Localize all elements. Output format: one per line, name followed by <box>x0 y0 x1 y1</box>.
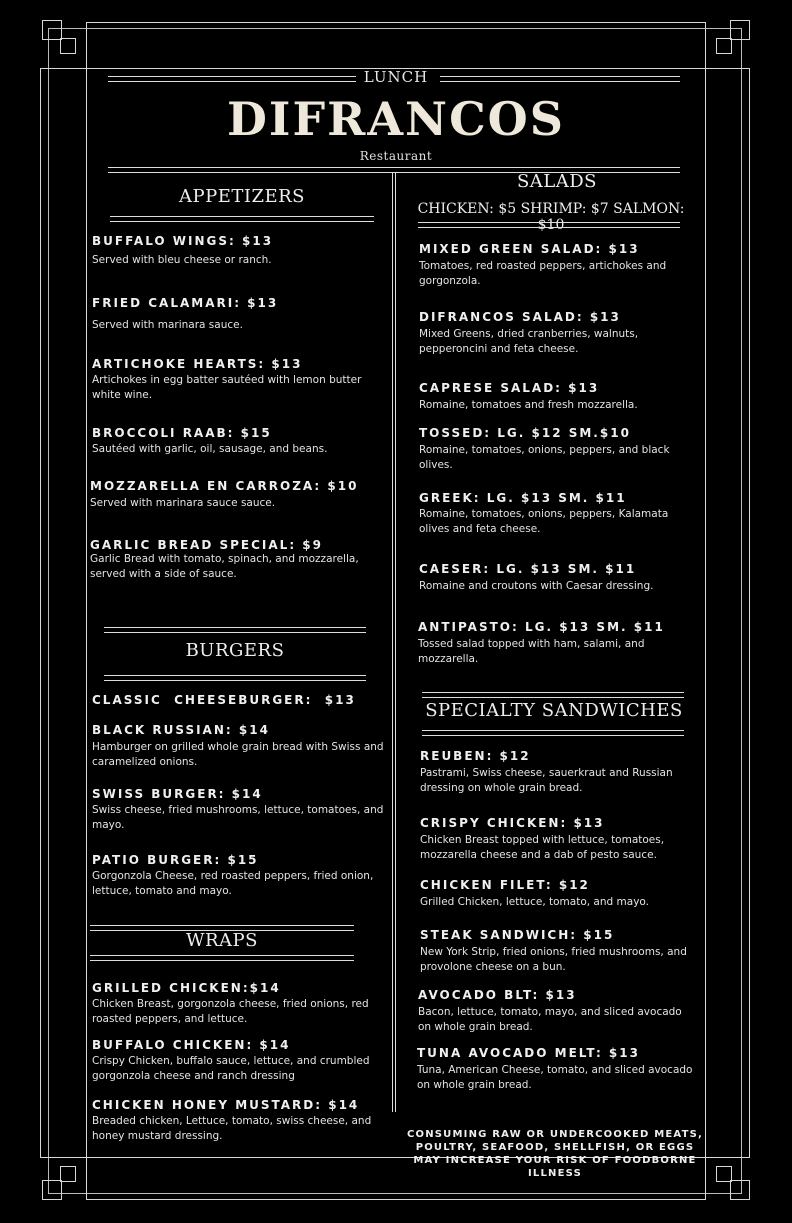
menu-item-description: Pastrami, Swiss cheese, sauerkraut and Russian dressing on whole grain bread. <box>420 767 673 794</box>
menu-item-description: Romaine, tomatoes and fresh mozzarella. <box>419 399 638 411</box>
menu-item-description: Romaine, tomatoes, onions, peppers, and black olives. <box>419 444 670 471</box>
menu-item-description: Tuna, American Cheese, tomato, and sliced avocado on whole grain bread. <box>417 1064 693 1091</box>
corner-ornament-bottom-left <box>42 1166 76 1200</box>
menu-item <box>420 928 700 975</box>
menu-item <box>90 479 385 511</box>
menu-item-name: MIXED GREEN SALAD: $13 <box>419 242 640 256</box>
menu-item-name: PATIO BURGER: $15 <box>92 853 259 867</box>
menu-item <box>418 620 698 667</box>
menu-item-description: Crispy Chicken, buffalo sauce, lettuce, and crumbled gorgonzola cheese and ranch dressing <box>92 1055 370 1082</box>
sandwiches-divider-top <box>422 692 684 698</box>
section-heading-sandwiches: SPECIALTY SANDWICHES <box>425 700 683 721</box>
section-heading-appetizers: APPETIZERS <box>178 186 305 207</box>
menu-item-description: Tossed salad topped with ham, salami, and mozzarella. <box>418 638 645 665</box>
section-heading-salads: SALADS <box>516 171 598 192</box>
section-heading-wraps: WRAPS <box>186 930 258 951</box>
restaurant-name: DIFRANCOS <box>227 92 565 146</box>
menu-item <box>420 878 700 910</box>
menu-item-description: Gorgonzola Cheese, red roasted peppers, fried onion, lettuce, tomato and mayo. <box>92 870 374 897</box>
menu-item-name: AVOCADO BLT: $13 <box>418 988 577 1002</box>
menu-item-name: GARLIC BREAD SPECIAL: $9 <box>90 538 323 552</box>
menu-item-name: GRILLED CHICKEN:$14 <box>92 981 281 995</box>
menu-item <box>92 853 387 899</box>
menu-item-name: REUBEN: $12 <box>420 749 531 763</box>
menu-item-description: Chicken Breast topped with lettuce, tomatoes, mozzarella cheese and a dab of pesto sauce. <box>420 834 665 861</box>
menu-item-name: TOSSED: LG. $12 SM.$10 <box>419 426 631 440</box>
section-heading-burgers: BURGERS <box>185 640 285 661</box>
salads-divider <box>418 222 680 228</box>
burgers-divider-bottom <box>104 675 366 681</box>
menu-item-name: FRIED CALAMARI: $13 <box>92 296 279 310</box>
menu-item-description: Artichokes in egg batter sautéed with lemon butter white wine. <box>92 374 362 401</box>
menu-item <box>92 296 387 333</box>
menu-item <box>92 426 387 457</box>
menu-item-name: DIFRANCOS SALAD: $13 <box>419 310 621 324</box>
menu-item <box>92 1098 387 1144</box>
menu-item-description: Hamburger on grilled whole grain bread with Swiss and caramelized onions. <box>92 741 384 768</box>
menu-item-description: Romaine and croutons with Caesar dressing. <box>419 580 654 592</box>
menu-item-name: BUFFALO WINGS: $13 <box>92 234 274 248</box>
menu-item-description: Breaded chicken, Lettuce, tomato, swiss cheese, and honey mustard dressing. <box>92 1115 372 1142</box>
menu-item-name: ANTIPASTO: LG. $13 SM. $11 <box>418 620 665 634</box>
menu-item <box>92 723 387 770</box>
column-divider <box>392 172 396 1112</box>
menu-item-description: New York Strip, fried onions, fried mushrooms, and provolone cheese on a bun. <box>420 946 687 973</box>
menu-item <box>419 242 699 289</box>
menu-item-description: Chicken Breast, gorgonzola cheese, fried onions, red roasted peppers, and lettuce. <box>92 998 369 1025</box>
menu-item-description: Bacon, lettuce, tomato, mayo, and sliced avocado on whole grain bread. <box>418 1006 682 1033</box>
menu-item <box>417 1046 697 1093</box>
restaurant-subtitle: Restaurant <box>359 149 433 163</box>
menu-item <box>92 357 387 403</box>
menu-item-description: Mixed Greens, dried cranberries, walnuts, pepperoncini and feta cheese. <box>419 328 639 355</box>
burgers-divider-top <box>104 627 366 633</box>
menu-item-name: GREEK: LG. $13 SM. $11 <box>419 491 627 505</box>
menu-item-description: Tomatoes, red roasted peppers, artichokes and gorgonzola. <box>419 260 667 287</box>
menu-type-label: LUNCH <box>363 68 429 86</box>
menu-item <box>92 234 387 268</box>
menu-item <box>92 787 387 833</box>
menu-item <box>420 749 700 796</box>
menu-item-name: SWISS BURGER: $14 <box>92 787 263 801</box>
menu-item <box>419 426 699 473</box>
menu-item-name: ARTICHOKE HEARTS: $13 <box>92 357 303 371</box>
menu-item <box>419 310 699 357</box>
menu-item-name: BROCCOLI RAAB: $15 <box>92 426 272 440</box>
menu-item-description: Grilled Chicken, lettuce, tomato, and mayo. <box>420 896 649 908</box>
menu-item-name: TUNA AVOCADO MELT: $13 <box>417 1046 640 1060</box>
corner-ornament-bottom-right <box>716 1166 750 1200</box>
menu-item-name: BLACK RUSSIAN: $14 <box>92 723 270 737</box>
food-safety-warning: CONSUMING RAW OR UNDERCOOKED MEATS, POULTRY, SEAFOOD, SHELLFISH, OR EGGS MAY INCREASE YOUR RISK OF FOODBORNE ILLNESS <box>406 1129 704 1179</box>
wraps-divider-bottom <box>90 955 354 961</box>
menu-item-name: CAESER: LG. $13 SM. $11 <box>419 562 637 576</box>
menu-item <box>90 538 385 582</box>
menu-item-description: Romaine, tomatoes, onions, peppers, Kalamata olives and feta cheese. <box>419 508 669 535</box>
menu-item <box>419 381 699 413</box>
appetizers-divider <box>110 216 374 222</box>
menu-item <box>418 988 698 1035</box>
menu-item-name: CHICKEN FILET: $12 <box>420 878 590 892</box>
menu-item-name: MOZZARELLA EN CARROZA: $10 <box>90 479 359 493</box>
menu-item-description: Served with marinara sauce sauce. <box>90 497 276 509</box>
corner-ornament-top-left <box>42 20 76 54</box>
menu-item-name: STEAK SANDWICH: $15 <box>420 928 615 942</box>
menu-item <box>92 693 387 707</box>
menu-item-description: Sautéed with garlic, oil, sausage, and beans. <box>92 443 328 455</box>
menu-item-description: Served with bleu cheese or ranch. <box>92 254 272 266</box>
menu-item-description: Served with marinara sauce. <box>92 319 243 331</box>
salads-addons: CHICKEN: $5 SHRIMP: $7 SALMON: $10 <box>417 201 685 233</box>
menu-item-name: CAPRESE SALAD: $13 <box>419 381 600 395</box>
menu-item <box>420 816 700 863</box>
menu-item-name: CHICKEN HONEY MUSTARD: $14 <box>92 1098 360 1112</box>
corner-ornament-top-right <box>716 20 750 54</box>
menu-item-name: CLASSIC CHEESEBURGER: $13 <box>92 693 356 707</box>
menu-item <box>419 491 699 537</box>
sandwiches-divider-bottom <box>422 730 684 736</box>
menu-item <box>92 1038 387 1084</box>
menu-item-description: Garlic Bread with tomato, spinach, and mozzarella, served with a side of sauce. <box>90 553 359 580</box>
menu-item-description: Swiss cheese, fried mushrooms, lettuce, tomatoes, and mayo. <box>92 804 384 831</box>
menu-item-name: BUFFALO CHICKEN: $14 <box>92 1038 291 1052</box>
menu-item-name: CRISPY CHICKEN: $13 <box>420 816 605 830</box>
menu-item <box>419 562 699 594</box>
menu-item <box>92 981 387 1027</box>
